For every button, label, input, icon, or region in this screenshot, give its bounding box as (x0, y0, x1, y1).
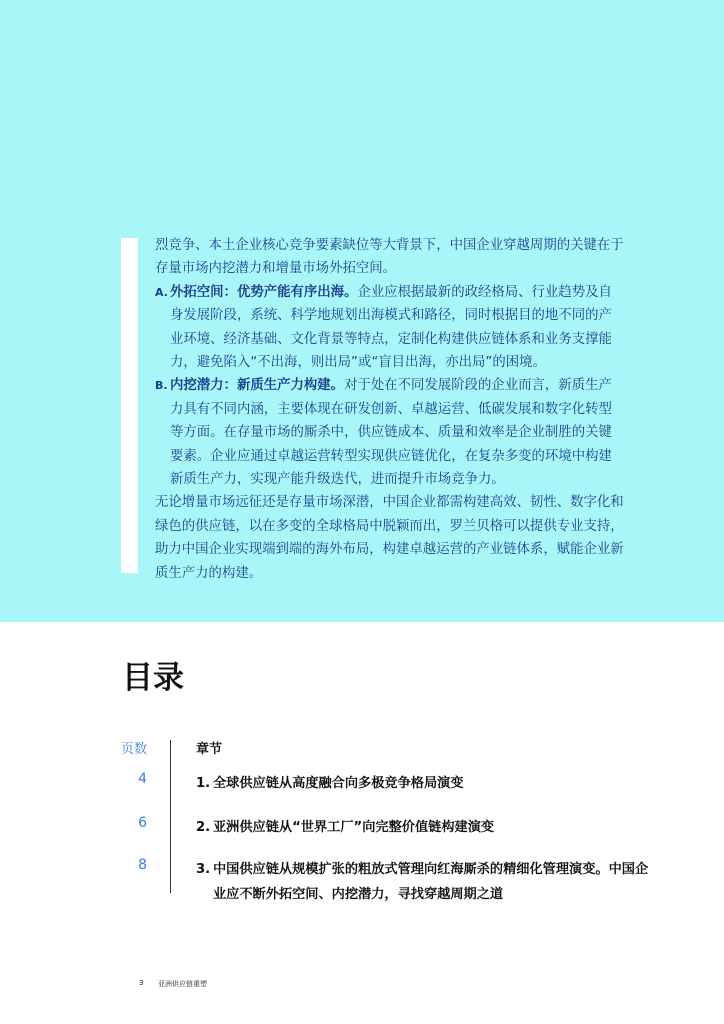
list-item-a (155, 281, 625, 375)
toc-header-chapter: 章节 (196, 742, 223, 757)
toc-page-number[interactable]: 8 (138, 857, 147, 873)
intro-text (155, 234, 625, 585)
toc-entry-title[interactable] (196, 815, 653, 840)
toc-title: 目录 (122, 660, 184, 696)
toc-entry-text[interactable]: 中国供应链从规模扩张的粗放式管理向红海厮杀的精细化管理演变。中国企业应不断外拓空间、内挖潜力，寻找穿越周期之道 (213, 862, 649, 902)
toc-header-page: 页数 (120, 742, 147, 757)
accent-bar (121, 238, 138, 573)
toc-entry-index: 1. (196, 776, 211, 791)
footer-title: 亚洲供应链重塑 (158, 980, 207, 988)
list-text-a: 企业应根据最新的政经格局、行业趋势及自身发展阶段，系统、科学地规划出海模式和路径，同时根据目的地不同的产业环境、经济基础、文化背景等特点，定制化构建供应链体系和业务支撑能力，避免陷入“不出海，则出局”或“盲目出海，亦出局”的困境。 (170, 284, 612, 371)
footer-page-number: 3 (139, 979, 144, 987)
toc-entry-title[interactable] (196, 771, 653, 796)
toc-page-number[interactable]: 4 (138, 771, 147, 787)
toc-entry-text[interactable]: 亚洲供应链从“世界工厂”向完整价值链构建演变 (213, 820, 495, 835)
list-lead-b: 内挖潜力：新质生产力构建。 (170, 378, 345, 394)
list-lead-a: 外拓空间：优势产能有序出海。 (170, 284, 358, 300)
list-marker-b: B. (155, 379, 168, 393)
toc-entry-index: 2. (196, 820, 211, 835)
intro-paragraph-1: 烈竞争、本土企业核心竞争要素缺位等大背景下，中国企业穿越周期的关键在于存量市场内挖潜力和增量市场外拓空间。 (155, 238, 624, 277)
list-marker-a: A. (155, 285, 168, 299)
list-text-b: 对于处在不同发展阶段的企业而言，新质生产力具有不同内涵，主要体现在研发创新、卓越运营、低碳发展和数字化转型等方面。在存量市场的厮杀中，供应链成本、质量和效率是企业制胜的关键要素。企业应通过卓越运营转型实现供应链优化，在复杂多变的环境中构建新质生产力，实现产能升级迭代，进而提升市场竞争力。 (170, 378, 612, 488)
toc-entry-text[interactable]: 全球供应链从高度融合向多极竞争格局演变 (213, 776, 464, 791)
toc-page-number[interactable]: 6 (138, 815, 147, 831)
toc-entry-title[interactable] (196, 857, 653, 907)
toc-divider (170, 740, 171, 893)
intro-paragraph-2: 无论增量市场远征还是存量市场深潜，中国企业都需构建高效、韧性、数字化和绿色的供应链，以在多变的全球格局中脱颖而出，罗兰贝格可以提供专业支持，助力中国企业实现端到端的海外布局，构建卓越运营的产业链体系，赋能企业新质生产力的构建。 (155, 495, 624, 581)
list-item-b (155, 374, 625, 491)
toc-entry-index: 3. (196, 862, 211, 877)
